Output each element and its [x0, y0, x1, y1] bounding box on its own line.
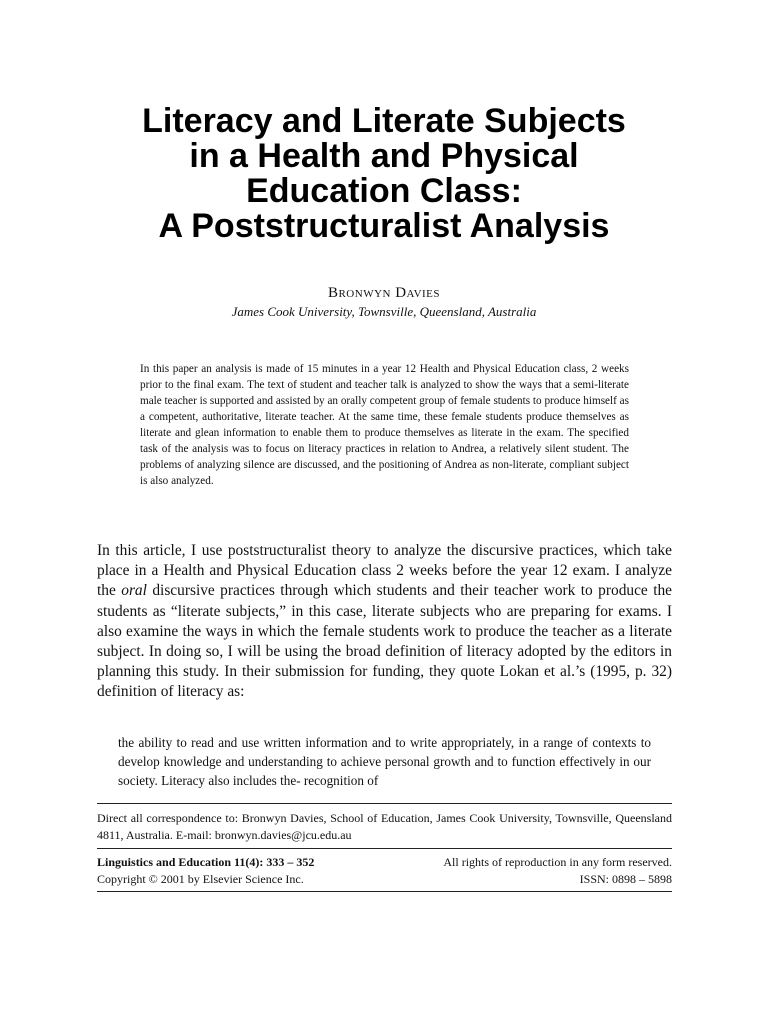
footer-row-2	[97, 871, 672, 888]
footnote-divider	[97, 803, 672, 804]
body-emphasis: oral	[121, 582, 147, 600]
author-affiliation: James Cook University, Townsville, Queensland, Australia	[231, 304, 537, 319]
footer-row-1	[97, 854, 672, 871]
paper-title	[60, 104, 708, 244]
footer-divider-top	[97, 848, 672, 849]
footer-divider-bottom	[97, 891, 672, 892]
body-text-part-2: discursive practices through which students and their teacher work to produce the students as “literate subjects,” in this case, literate subjects who are preparing for exams. I also examine the ways in which the female students work to produce the teacher as a literate subject. In doing so, I will be using the broad definition of literacy adopted by the editors in planning this study. In their submission for funding, they quote Lokan et al.’s (1995, p. 32) definition of literacy as:	[97, 582, 672, 701]
author-name: Bronwyn Davies	[327, 285, 441, 301]
journal-footer	[97, 854, 672, 888]
title-line-2: in a Health and Physical	[189, 137, 579, 175]
copyright-notice: Copyright © 2001 by Elsevier Science Inc.	[97, 872, 304, 886]
body-text-part-1: In this article, I use poststructuralist theory to analyze the discursive practices, which take place in a Health and Physical Education class 2 weeks before the year 12 exam. I analyze the	[97, 542, 672, 600]
issn: ISSN: 0898 – 5898	[579, 872, 672, 886]
title-line-1: Literacy and Literate Subjects	[142, 102, 626, 140]
journal-citation: Linguistics and Education 11(4): 333 – 352	[97, 855, 315, 869]
rights-notice: All rights of reproduction in any form reserved.	[443, 855, 672, 869]
body-paragraph	[97, 541, 672, 703]
title-line-4: A Poststructuralist Analysis	[158, 207, 610, 245]
abstract: In this paper an analysis is made of 15 minutes in a year 12 Health and Physical Education class, 2 weeks prior to the final exam. The text of student and teacher talk is analyzed to show the ways that a semi-literate male teacher is supported and assisted by an orally competent group of female students to produce himself as a competent, authoritative, literate teacher. At the same time, these female students produce themselves as literate and glean information to enable them to produce themselves as literate in the exam. The specified task of the analysis was to focus on literacy practices in relation to Andrea, a relatively silent student. The problems of analyzing silence are discussed, and the positioning of Andrea as non-literate, compliant subject is also analyzed.	[140, 363, 629, 487]
block-quote: the ability to read and use written information and to write appropriately, in a range of contexts to develop knowledge and understanding to achieve personal growth and to function effectively in our society. Literacy also includes the- recognition of	[118, 735, 651, 788]
title-line-3: Education Class:	[246, 172, 522, 210]
correspondence-note: Direct all correspondence to: Bronwyn Davies, School of Education, James Cook University, Townsville, Queensland 4811, Australia. E-mail: bronwyn.davies@jcu.edu.au	[97, 811, 672, 842]
